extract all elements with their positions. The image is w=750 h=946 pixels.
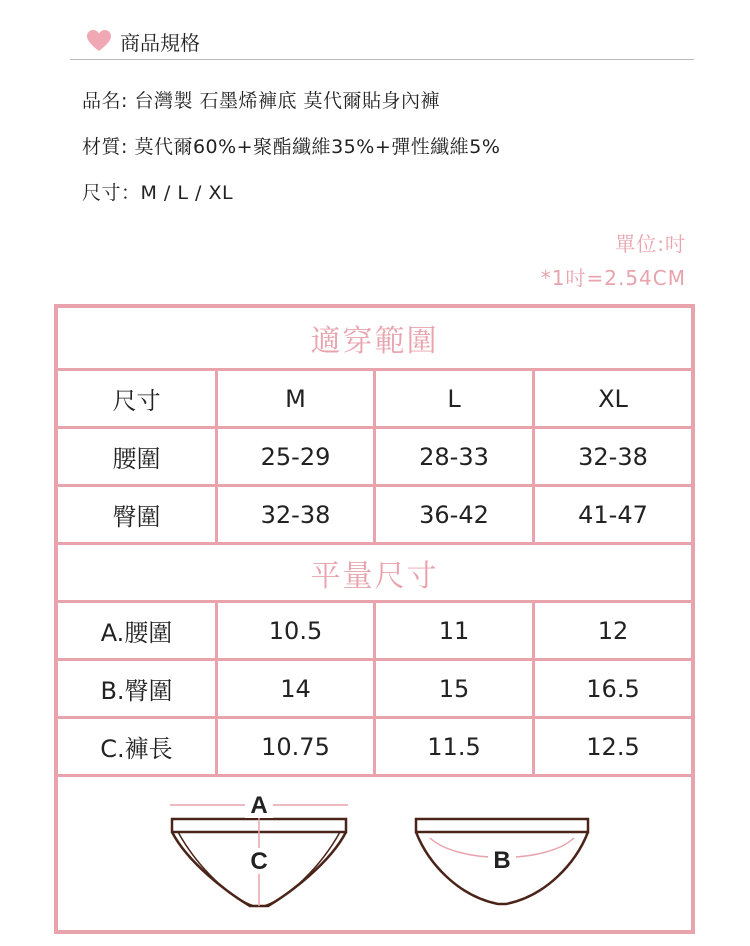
heart-icon xyxy=(86,29,112,53)
fit-cell: 25-29 xyxy=(260,442,331,471)
back-waistband xyxy=(416,819,588,832)
fit-row-label: 臀圍 xyxy=(112,503,161,531)
flat-cell: 15 xyxy=(438,674,470,703)
fit-header-xl: XL xyxy=(598,384,628,413)
front-leg-curve xyxy=(264,832,340,906)
flat-size-title: 平量尺寸 xyxy=(310,558,439,594)
flat-row-label: A.腰圍 xyxy=(100,619,173,647)
fit-row-label: 腰圍 xyxy=(112,445,161,473)
product-material: 材質: 莫代爾60%+聚酯纖維35%+彈性纖維5% xyxy=(82,136,501,158)
flat-cell: 11 xyxy=(438,616,470,645)
label-b: B xyxy=(493,847,511,874)
fit-cell: 28-33 xyxy=(419,442,489,471)
back-garment-illustration xyxy=(416,819,588,904)
product-name: 品名: 台灣製 石墨烯褲底 莫代爾貼身內褲 xyxy=(82,90,441,112)
fit-range-title: 適穿範圍 xyxy=(310,324,439,359)
measurement-diagram xyxy=(58,308,691,930)
fit-cell: 41-47 xyxy=(578,500,648,529)
fit-cell: 32-38 xyxy=(260,500,331,529)
product-sizes: 尺寸：M / L / XL xyxy=(82,182,234,204)
label-a: A xyxy=(250,792,268,819)
flat-cell: 11.5 xyxy=(427,732,481,761)
flat-cell: 10.75 xyxy=(261,732,330,761)
flat-cell: 16.5 xyxy=(586,674,640,703)
front-garment-illustration xyxy=(170,792,348,906)
fit-header-size: 尺寸 xyxy=(112,387,161,415)
unit-conversion: *1吋=2.54CM xyxy=(540,266,686,290)
unit-label: 單位:吋 xyxy=(615,232,686,256)
flat-cell: 10.5 xyxy=(268,616,323,645)
flat-cell: 14 xyxy=(280,674,311,703)
flat-cell: 12 xyxy=(597,616,629,645)
fit-cell: 32-38 xyxy=(578,442,648,471)
flat-row-label: B.臀圍 xyxy=(100,677,173,705)
header-divider xyxy=(70,59,694,60)
size-table xyxy=(54,304,695,934)
front-leg-curve xyxy=(178,832,254,906)
fit-header-m: M xyxy=(285,384,306,413)
header-title: 商品規格 xyxy=(120,30,200,55)
label-c: C xyxy=(250,848,268,875)
fit-cell: 36-42 xyxy=(419,500,489,529)
spec-header xyxy=(86,26,200,56)
flat-row-label: C.褲長 xyxy=(100,735,173,763)
fit-header-l: L xyxy=(447,384,461,413)
flat-cell: 12.5 xyxy=(586,732,640,761)
